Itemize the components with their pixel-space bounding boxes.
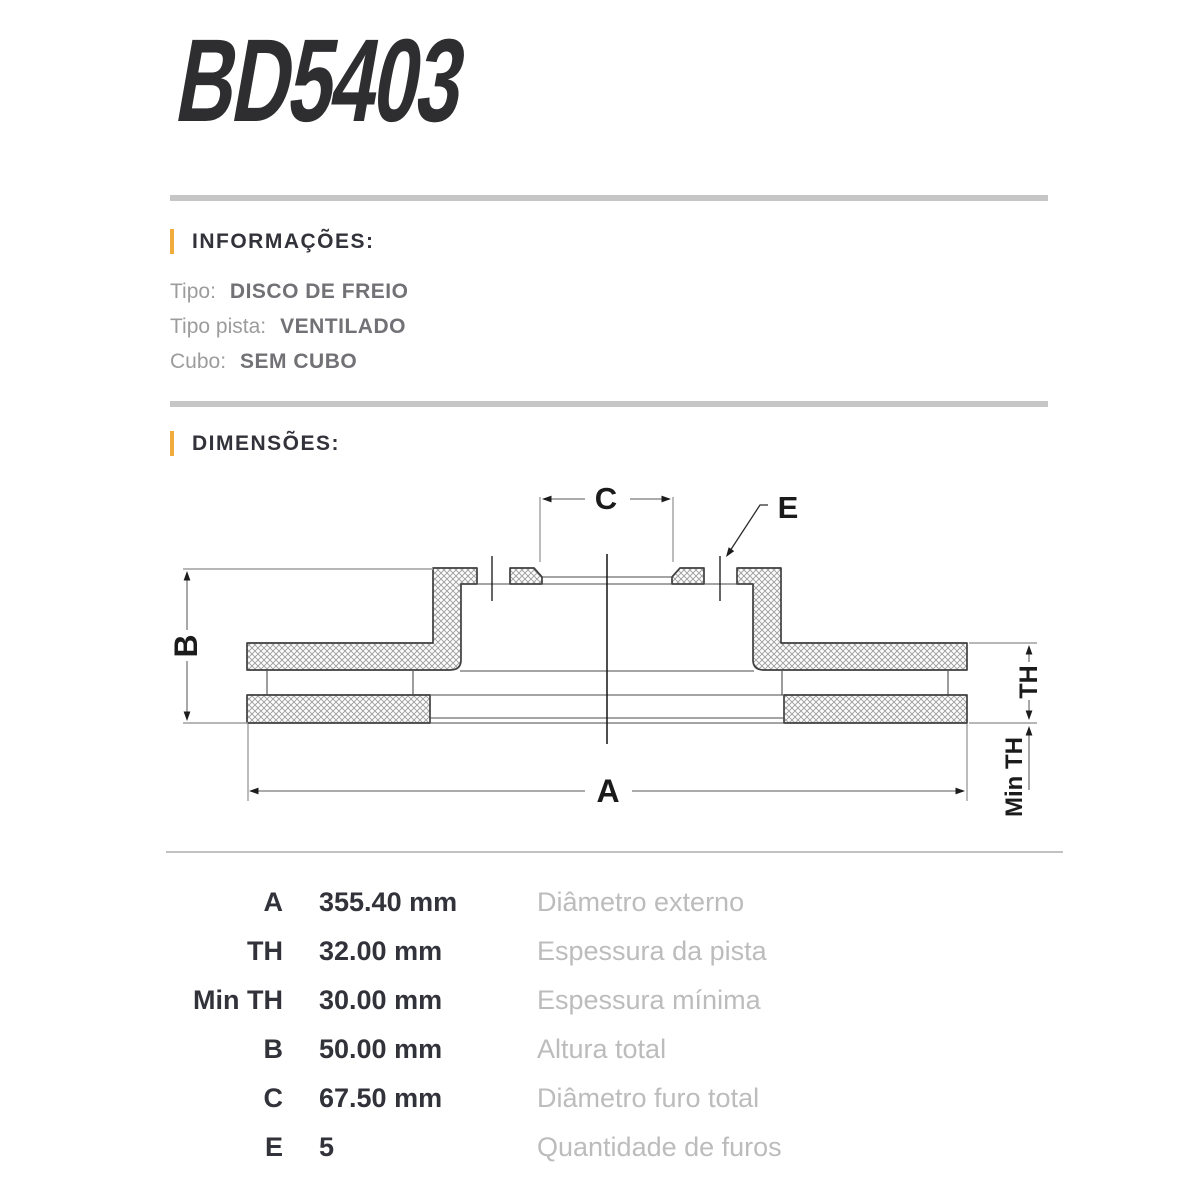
- lower-pad-right: [784, 695, 967, 723]
- info-row-tipo-pista: [170, 309, 408, 344]
- dim-description: Diâmetro externo: [537, 887, 745, 917]
- info-section-heading: [170, 229, 375, 254]
- info-row-cubo: [170, 344, 408, 379]
- divider-line-table: [166, 851, 1063, 853]
- info-heading-text: INFORMAÇÕES:: [192, 229, 375, 253]
- flange-segment-left: [510, 568, 542, 584]
- e-leader-line: [728, 505, 768, 554]
- dim-description: Diâmetro furo total: [537, 1083, 760, 1113]
- dim-code: C: [263, 1083, 283, 1113]
- info-label: Tipo:: [170, 279, 216, 303]
- info-label: Tipo pista:: [170, 314, 267, 338]
- info-rows: [170, 274, 408, 379]
- table-row: [150, 927, 910, 976]
- dim-value: 50.00 mm: [319, 1034, 443, 1064]
- dimensions-section-heading: [170, 431, 340, 456]
- upper-pad-right-and-hat-wall: [737, 568, 967, 670]
- dim-code: A: [263, 887, 283, 917]
- info-value: VENTILADO: [280, 314, 406, 338]
- info-value: DISCO DE FREIO: [229, 279, 409, 303]
- dim-value: 67.50 mm: [319, 1083, 443, 1113]
- dim-code: Min TH: [193, 985, 283, 1015]
- dim-description: Altura total: [537, 1034, 667, 1064]
- table-row: [150, 1123, 910, 1172]
- dim-label-c: C: [594, 481, 618, 516]
- dim-value: 355.40 mm: [319, 887, 458, 917]
- dimensions-heading-text: DIMENSÕES:: [192, 431, 341, 455]
- dim-label-b: B: [168, 634, 204, 658]
- dim-label-min-th: Min TH: [1001, 737, 1028, 817]
- info-label: Cubo:: [170, 349, 227, 373]
- table-row: [150, 976, 910, 1025]
- dim-value: 32.00 mm: [319, 936, 443, 966]
- table-row: [150, 1074, 910, 1123]
- dim-description: Espessura mínima: [537, 985, 761, 1015]
- dim-value: 5: [319, 1132, 335, 1162]
- table-row: [150, 878, 910, 927]
- dim-value: 30.00 mm: [319, 985, 443, 1015]
- divider-bar-middle: [170, 401, 1048, 407]
- info-value: SEM CUBO: [240, 349, 358, 373]
- brake-disc-technical-drawing: [160, 468, 1060, 840]
- dim-code: TH: [247, 936, 283, 966]
- lower-pad-left: [247, 695, 430, 723]
- dim-code: E: [264, 1132, 283, 1162]
- dimensions-table: [150, 878, 910, 1172]
- flange-segment-right: [672, 568, 704, 584]
- info-row-tipo: [170, 274, 408, 309]
- accent-bar: [170, 229, 174, 254]
- page-title: BD5403: [168, 15, 474, 147]
- upper-pad-left-and-hat-wall: [247, 568, 477, 670]
- accent-bar: [170, 431, 174, 456]
- dim-label-e: E: [777, 490, 799, 525]
- dim-description: Espessura da pista: [537, 936, 767, 966]
- dim-label-a: A: [596, 773, 620, 809]
- dim-label-th: TH: [1015, 665, 1043, 699]
- dim-code: B: [263, 1034, 283, 1064]
- dim-description: Quantidade de furos: [537, 1132, 782, 1162]
- divider-bar-top: [170, 195, 1048, 201]
- table-row: [150, 1025, 910, 1074]
